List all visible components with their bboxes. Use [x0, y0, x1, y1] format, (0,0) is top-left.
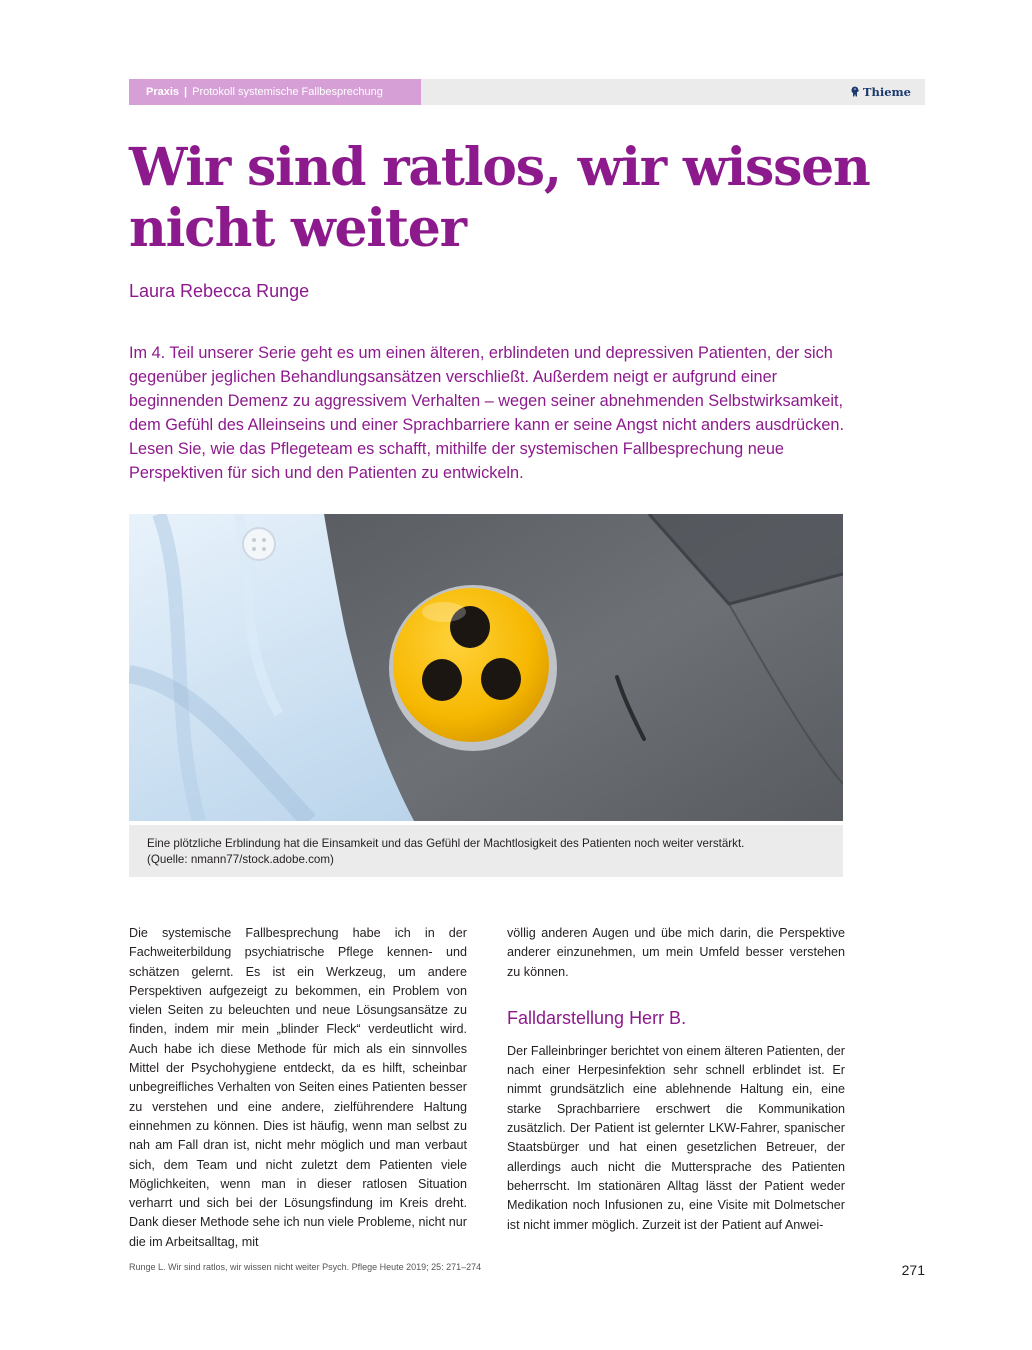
thieme-lion-icon: [850, 86, 860, 98]
footer-citation: Runge L. Wir sind ratlos, wir wissen nicht weiter Psych. Pflege Heute 2019; 25: 271–274: [129, 1262, 482, 1272]
section-separator: |: [184, 86, 188, 98]
body-paragraph: Der Falleinbringer berichtet von einem älteren Patienten, der nach einer Herpesinfektion sehr schnell erblindet ist. Er nimmt grundsätzlich eine ablehnende Haltung ein, eine starke Sprachbarriere erschwert die Kommunikation zusätzlich. Der Patient ist gelernter LKW-Fahrer, spanischer Staatsbürger und hat einen gesetzlichen Betreuer, der allerdings auch nicht die Muttersprache des Patienten beherrscht. Im stationären Alltag lässt der Patient weder Medikation noch Infusionen zu, eine Visite mit Dolmetscher ist nicht immer möglich. Zurzeit ist der Patient auf Anwei-: [507, 1043, 845, 1232]
article-photo: [129, 514, 843, 821]
section-tag: [129, 79, 421, 105]
article-author: Laura Rebecca Runge: [129, 281, 310, 301]
section-label: Praxis: [146, 86, 180, 98]
topic-label: Protokoll systemische Fallbesprechung: [192, 86, 383, 98]
publisher-name: Thieme: [862, 85, 911, 99]
article-lead: Im 4. Teil unserer Serie geht es um einen älteren, erblindeten und depressiven Patienten, der sich gegenüber jeglichen Behandlungsansätzen verschließt. Außerdem neigt er aufgrund einer beginnenden Demenz zu aggressivem Verhalten – wegen seiner abnehmenden Selbstwirksamkeit, dem Gefühl des Alleinseins und einer Sprachbarriere kann er seine Angst nicht anders ausdrücken. Lesen Sie, wie das Pflegeteam es schafft, mithilfe der systemischen Fallbesprechung neue Perspektiven für sich und den Patienten zu entwickeln.: [129, 344, 844, 482]
body-column-left: [129, 924, 467, 1252]
body-paragraph: Die systemische Fallbesprechung habe ich in der Fachweiterbildung psychiatrische Pflege kennen- und schätzen gelernt. Es ist ein Werkzeug, um andere Perspektiven aufgezeigt zu bekommen, ein Problem von vielen Seiten zu beleuchten und neue Lösungsansätze zu finden, indem mir mein „blinder Fleck“ verdeutlicht wird. Auch habe ich diese Methode für mich als ein sinnvolles Mittel der Psychohygiene entdeckt, da es hilft, scheinbar unbegreifliches Verhalten von Seiten eines Patienten besser zu verstehen und eine andere, zielführendere Haltung einnehmen zu können. Dies ist häufig, wenn man selbst zu nah am Fall dran ist, nicht mehr möglich und man verbaut sich, dem Team und nicht zuletzt dem Patienten viele Möglichkeiten, wenn man in dieser ratlosen Situation verharrt und sich bei der Lösungsfindung im Kreis dreht. Dank dieser Methode sehe ich nun viele Probleme, nicht nur die im Arbeitsalltag, mit: [129, 926, 467, 1249]
publisher-logo: [850, 79, 911, 105]
article-title: Wir sind ratlos, wir wissen nicht weiter: [129, 137, 870, 259]
running-header: [129, 79, 925, 105]
figure-caption: [129, 825, 843, 877]
page-number: 271: [901, 1262, 925, 1278]
body-column-right: [507, 924, 845, 1235]
caption-source: (Quelle: nmann77/stock.adobe.com): [147, 853, 334, 866]
section-heading: Falldarstellung Herr B.: [507, 1007, 687, 1028]
body-paragraph: völlig anderen Augen und übe mich darin, die Perspektive anderer einzunehmen, um mein Umfeld besser verstehen zu können.: [507, 926, 845, 979]
caption-text: Eine plötzliche Erblindung hat die Einsamkeit und das Gefühl der Machtlosigkeit des Patienten noch weiter verstärkt.: [147, 837, 745, 850]
